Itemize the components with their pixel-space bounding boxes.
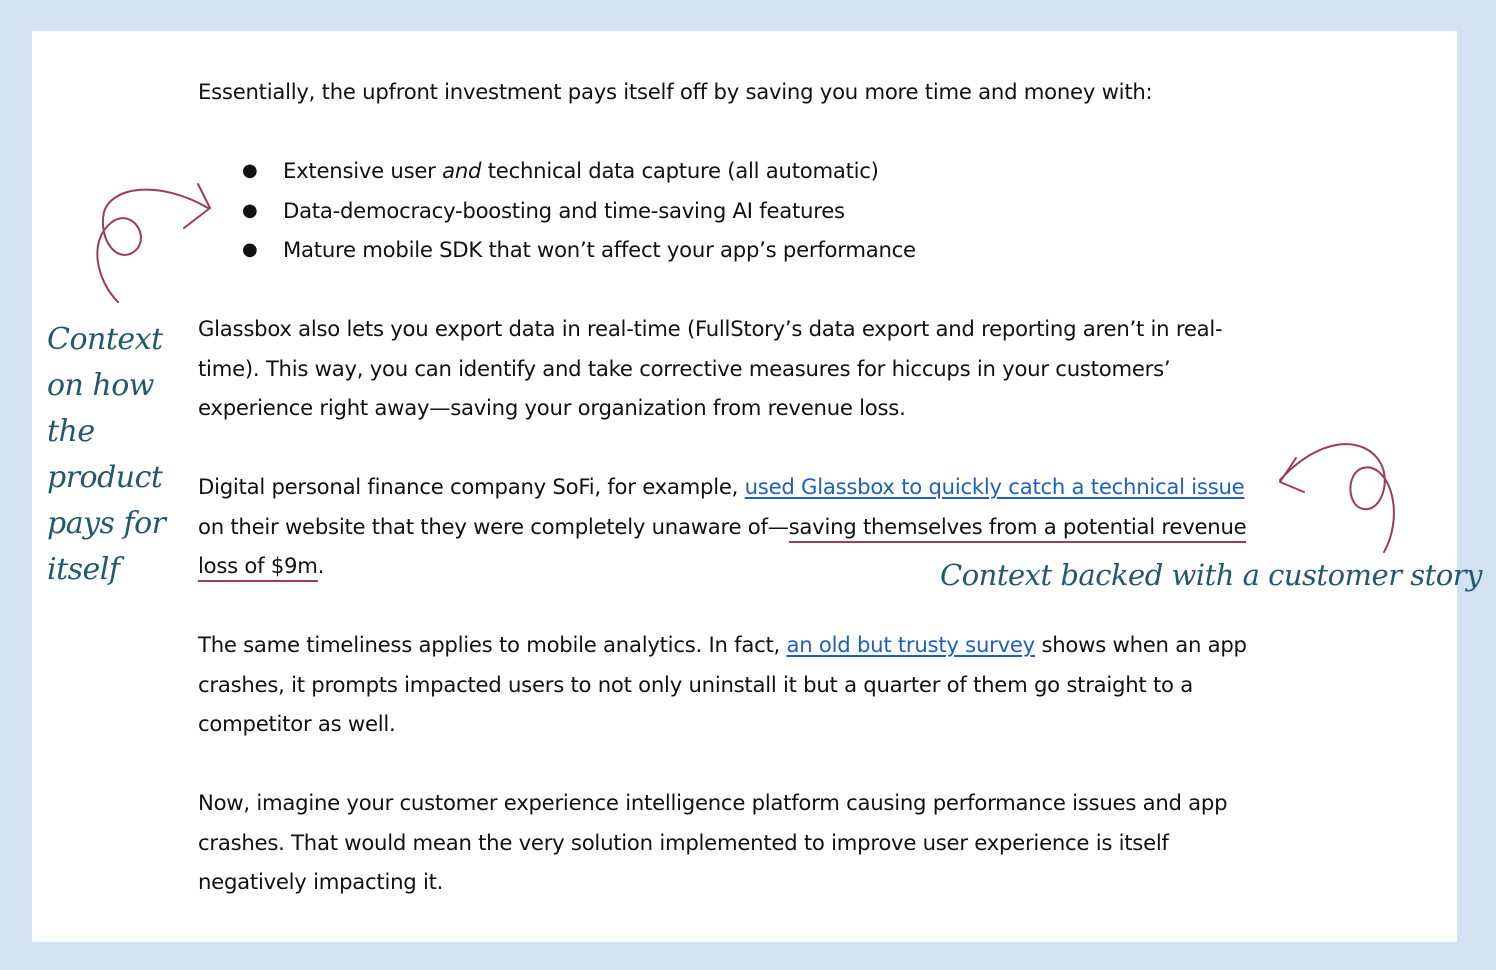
list-item: ● Mature mobile SDK that won’t affect your app’s performance bbox=[198, 230, 1298, 270]
bullet-icon: ● bbox=[242, 239, 258, 260]
feature-list bbox=[198, 151, 1298, 270]
bullet-icon: ● bbox=[242, 160, 258, 181]
annotation-right-note: Context backed with a customer story bbox=[940, 558, 1483, 592]
list-item: ● Data-democracy-boosting and time-saving AI features bbox=[198, 191, 1298, 231]
mobile-paragraph: The same timeliness applies to mobile analytics. In fact, an old but trusty survey shows when an app crashes, it prompts impacted users to not only uninstall it but a quarter of them go straight to a competitor as well. bbox=[198, 632, 1247, 736]
imagine-paragraph: Now, imagine your customer experience intelligence platform causing performance issues and app crashes. That would mean the very solution implemented to improve user experience is itself negatively impacting it. bbox=[198, 790, 1228, 894]
export-paragraph: Glassbox also lets you export data in real-time (FullStory’s data export and reporting aren’t in real-time). This way, you can identify and take corrective measures for hiccups in your customers’ experience right away—saving your organization from revenue loss. bbox=[198, 316, 1223, 420]
sofi-story-link[interactable]: used Glassbox to quickly catch a technical issue bbox=[744, 474, 1245, 499]
revenue-highlight: saving themselves from a potential revenue loss of $9m bbox=[198, 514, 1246, 583]
annotation-left-note: Context on how the product pays for itself bbox=[47, 322, 166, 587]
bullet-icon: ● bbox=[242, 199, 258, 221]
list-item: ● Extensive user and technical data capture (all automatic) bbox=[198, 151, 1298, 191]
document-body bbox=[198, 72, 1298, 902]
survey-link[interactable]: an old but trusty survey bbox=[786, 632, 1035, 657]
sofi-paragraph: Digital personal finance company SoFi, for example, used Glassbox to quickly catch a technical issue on their website that they were completely unaware of—saving themselves from a potential revenue loss of $9m. bbox=[198, 467, 1273, 586]
intro-paragraph: Essentially, the upfront investment pays itself off by saving you more time and money with: bbox=[198, 79, 1153, 104]
